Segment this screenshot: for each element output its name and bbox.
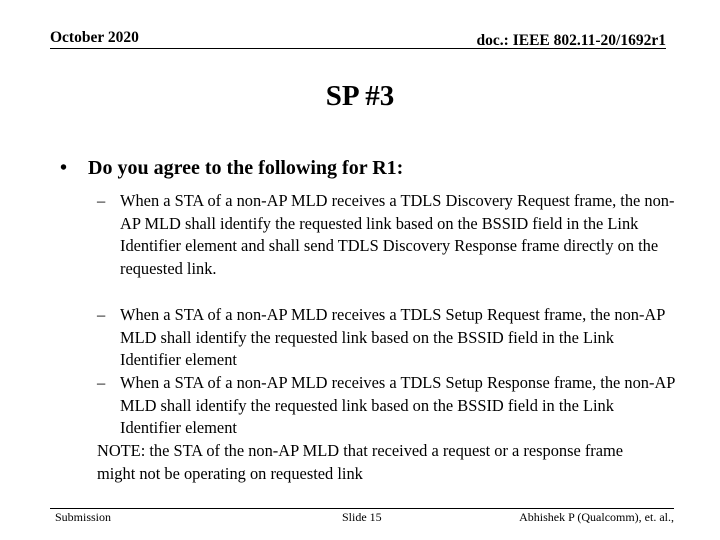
footer-author: Abhishek P (Qualcomm), et. al., [519,510,674,524]
main-bullet-text: Do you agree to the following for R1: [88,157,404,179]
footer-slide-number: Slide 15 [342,510,382,524]
note-text: NOTE: the STA of the non-AP MLD that received a request or a response frame might not be operating on requested link [97,441,624,483]
bullet-dot-icon: • [60,157,68,179]
header-date: October 2020 [50,29,139,46]
sub-item-text: When a STA of a non-AP MLD receives a TDLS Setup Response frame, the non-AP MLD shall identify the requested link based on the BSSID field in the Link Identifier element [120,373,675,438]
footer-divider [50,508,674,509]
main-bullet [60,157,403,180]
header-divider [50,48,666,49]
sub-item [97,304,677,372]
slide-title: SP #3 [325,80,395,112]
footer-submission: Submission [55,510,112,524]
sub-item [97,190,677,280]
sub-item [97,372,677,440]
sub-item-text: When a STA of a non-AP MLD receives a TDLS Setup Request frame, the non-AP MLD shall identify the requested link based on the BSSID field in the Link Identifier element [120,305,665,370]
sub-item-text: When a STA of a non-AP MLD receives a TDLS Discovery Request frame, the non-AP MLD shall identify the requested link based on the BSSID field in the Link Identifier element and shall send TDLS Discovery Response frame directly on the requested link. [120,191,675,278]
dash-bullet-icon: – [97,191,106,210]
header-doc-id: doc.: IEEE 802.11-20/1692r1 [476,32,666,49]
dash-bullet-icon: – [97,373,106,392]
dash-bullet-icon: – [97,305,106,324]
